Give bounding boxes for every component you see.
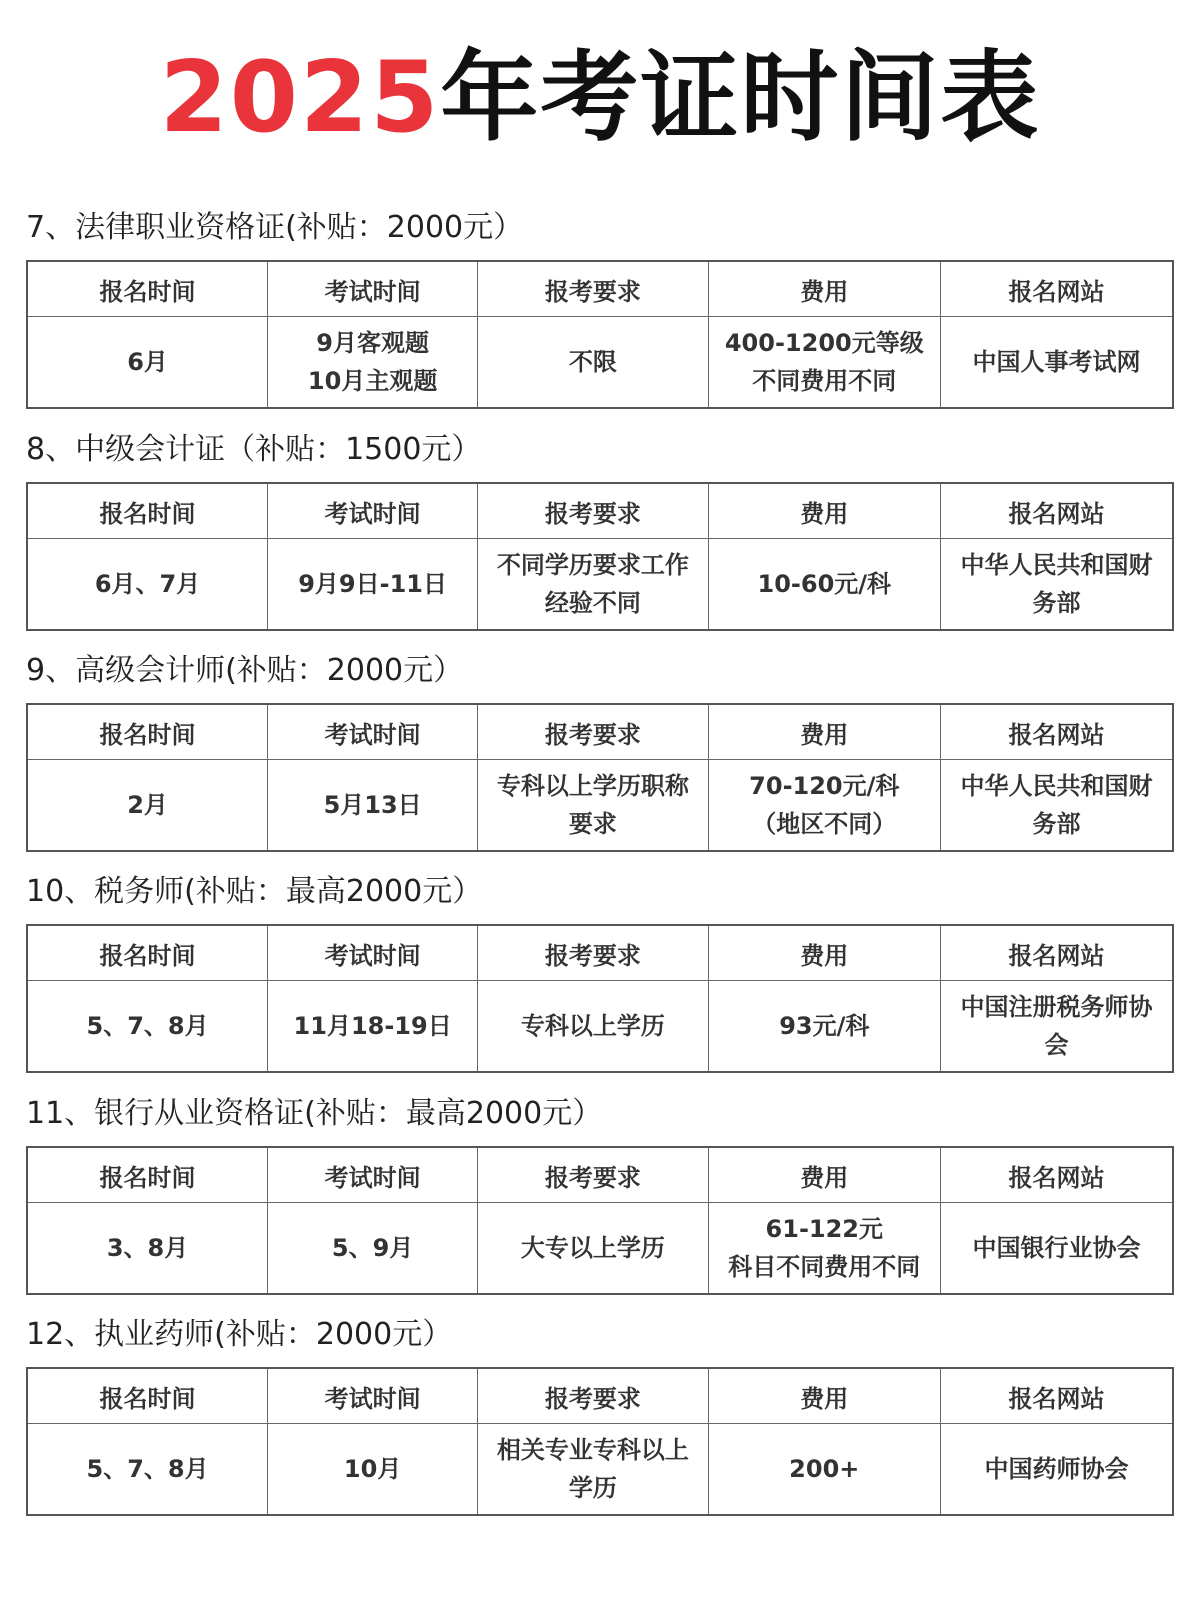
column-header: 费用 — [708, 925, 940, 981]
table-row — [27, 760, 1173, 852]
table-cell: 不同学历要求工作 经验不同 — [478, 539, 708, 631]
exam-table — [26, 260, 1174, 409]
table-header-row — [27, 1368, 1173, 1424]
table-cell: 中国人事考试网 — [941, 317, 1173, 409]
column-header: 报名时间 — [27, 261, 268, 317]
column-header: 考试时间 — [268, 704, 478, 760]
table-cell: 2月 — [27, 760, 268, 852]
section-heading: 10、税务师(补贴：最高2000元） — [26, 874, 483, 909]
column-header: 考试时间 — [268, 1368, 478, 1424]
section-heading: 12、执业药师(补贴：2000元） — [26, 1317, 453, 1352]
column-header: 报考要求 — [478, 1368, 708, 1424]
table-cell: 不限 — [478, 317, 708, 409]
column-header: 报名网站 — [941, 261, 1173, 317]
column-header: 报名网站 — [941, 1368, 1173, 1424]
table-cell: 61-122元 科目不同费用不同 — [708, 1203, 940, 1295]
column-header: 报考要求 — [478, 1147, 708, 1203]
exam-table — [26, 924, 1174, 1073]
column-header: 报考要求 — [478, 704, 708, 760]
table-cell: 6月、7月 — [27, 539, 268, 631]
column-header: 报名时间 — [27, 704, 268, 760]
column-header: 报考要求 — [478, 925, 708, 981]
column-header: 报名时间 — [27, 925, 268, 981]
exam-section — [26, 872, 1176, 1073]
table-cell: 5、7、8月 — [27, 1424, 268, 1516]
section-heading: 9、高级会计师(补贴：2000元） — [26, 653, 464, 688]
column-header: 费用 — [708, 1368, 940, 1424]
table-cell: 10月 — [268, 1424, 478, 1516]
table-cell: 中华人民共和国财 务部 — [941, 539, 1173, 631]
section-heading: 8、中级会计证（补贴：1500元） — [26, 432, 482, 467]
table-cell: 9月9日-11日 — [268, 539, 478, 631]
table-header-row — [27, 1147, 1173, 1203]
column-header: 报名时间 — [27, 1368, 268, 1424]
table-row — [27, 317, 1173, 409]
column-header: 费用 — [708, 261, 940, 317]
exam-section — [26, 1094, 1176, 1295]
table-cell: 大专以上学历 — [478, 1203, 708, 1295]
exam-table — [26, 703, 1174, 852]
table-header-row — [27, 704, 1173, 760]
table-row — [27, 539, 1173, 631]
table-row — [27, 1203, 1173, 1295]
title-year: 2025 — [159, 41, 441, 155]
table-cell: 5月13日 — [268, 760, 478, 852]
column-header: 报名网站 — [941, 925, 1173, 981]
exam-section — [26, 430, 1176, 631]
column-header: 报名时间 — [27, 1147, 268, 1203]
table-header-row — [27, 925, 1173, 981]
table-cell: 5、7、8月 — [27, 981, 268, 1073]
exam-table — [26, 1367, 1174, 1516]
exam-table — [26, 482, 1174, 631]
column-header: 报名时间 — [27, 483, 268, 539]
table-cell: 400-1200元等级 不同费用不同 — [708, 317, 940, 409]
column-header: 费用 — [708, 704, 940, 760]
column-header: 考试时间 — [268, 925, 478, 981]
table-cell: 200+ — [708, 1424, 940, 1516]
table-cell: 中国银行业协会 — [941, 1203, 1173, 1295]
exam-section — [26, 1315, 1176, 1516]
table-header-row — [27, 261, 1173, 317]
table-header-row — [27, 483, 1173, 539]
table-cell: 专科以上学历职称 要求 — [478, 760, 708, 852]
table-cell: 3、8月 — [27, 1203, 268, 1295]
table-cell: 93元/科 — [708, 981, 940, 1073]
column-header: 报名网站 — [941, 483, 1173, 539]
column-header: 报名网站 — [941, 1147, 1173, 1203]
table-row — [27, 1424, 1173, 1516]
table-row — [27, 981, 1173, 1073]
table-cell: 5、9月 — [268, 1203, 478, 1295]
table-cell: 中国药师协会 — [941, 1424, 1173, 1516]
column-header: 考试时间 — [268, 1147, 478, 1203]
table-cell: 9月客观题 10月主观题 — [268, 317, 478, 409]
page-title — [0, 38, 1200, 158]
exam-table — [26, 1146, 1174, 1295]
table-cell: 11月18-19日 — [268, 981, 478, 1073]
table-cell: 中国注册税务师协 会 — [941, 981, 1173, 1073]
column-header: 报名网站 — [941, 704, 1173, 760]
table-cell: 10-60元/科 — [708, 539, 940, 631]
section-heading: 7、法律职业资格证(补贴：2000元） — [26, 210, 524, 245]
column-header: 费用 — [708, 483, 940, 539]
column-header: 费用 — [708, 1147, 940, 1203]
table-cell: 相关专业专科以上 学历 — [478, 1424, 708, 1516]
column-header: 报考要求 — [478, 261, 708, 317]
exam-section — [26, 208, 1176, 409]
column-header: 考试时间 — [268, 261, 478, 317]
exam-section — [26, 651, 1176, 852]
table-cell: 70-120元/科 （地区不同） — [708, 760, 940, 852]
table-cell: 专科以上学历 — [478, 981, 708, 1073]
table-cell: 中华人民共和国财 务部 — [941, 760, 1173, 852]
table-cell: 6月 — [27, 317, 268, 409]
section-heading: 11、银行从业资格证(补贴：最高2000元） — [26, 1096, 603, 1131]
column-header: 考试时间 — [268, 483, 478, 539]
column-header: 报考要求 — [478, 483, 708, 539]
title-text: 年考证时间表 — [440, 41, 1041, 155]
